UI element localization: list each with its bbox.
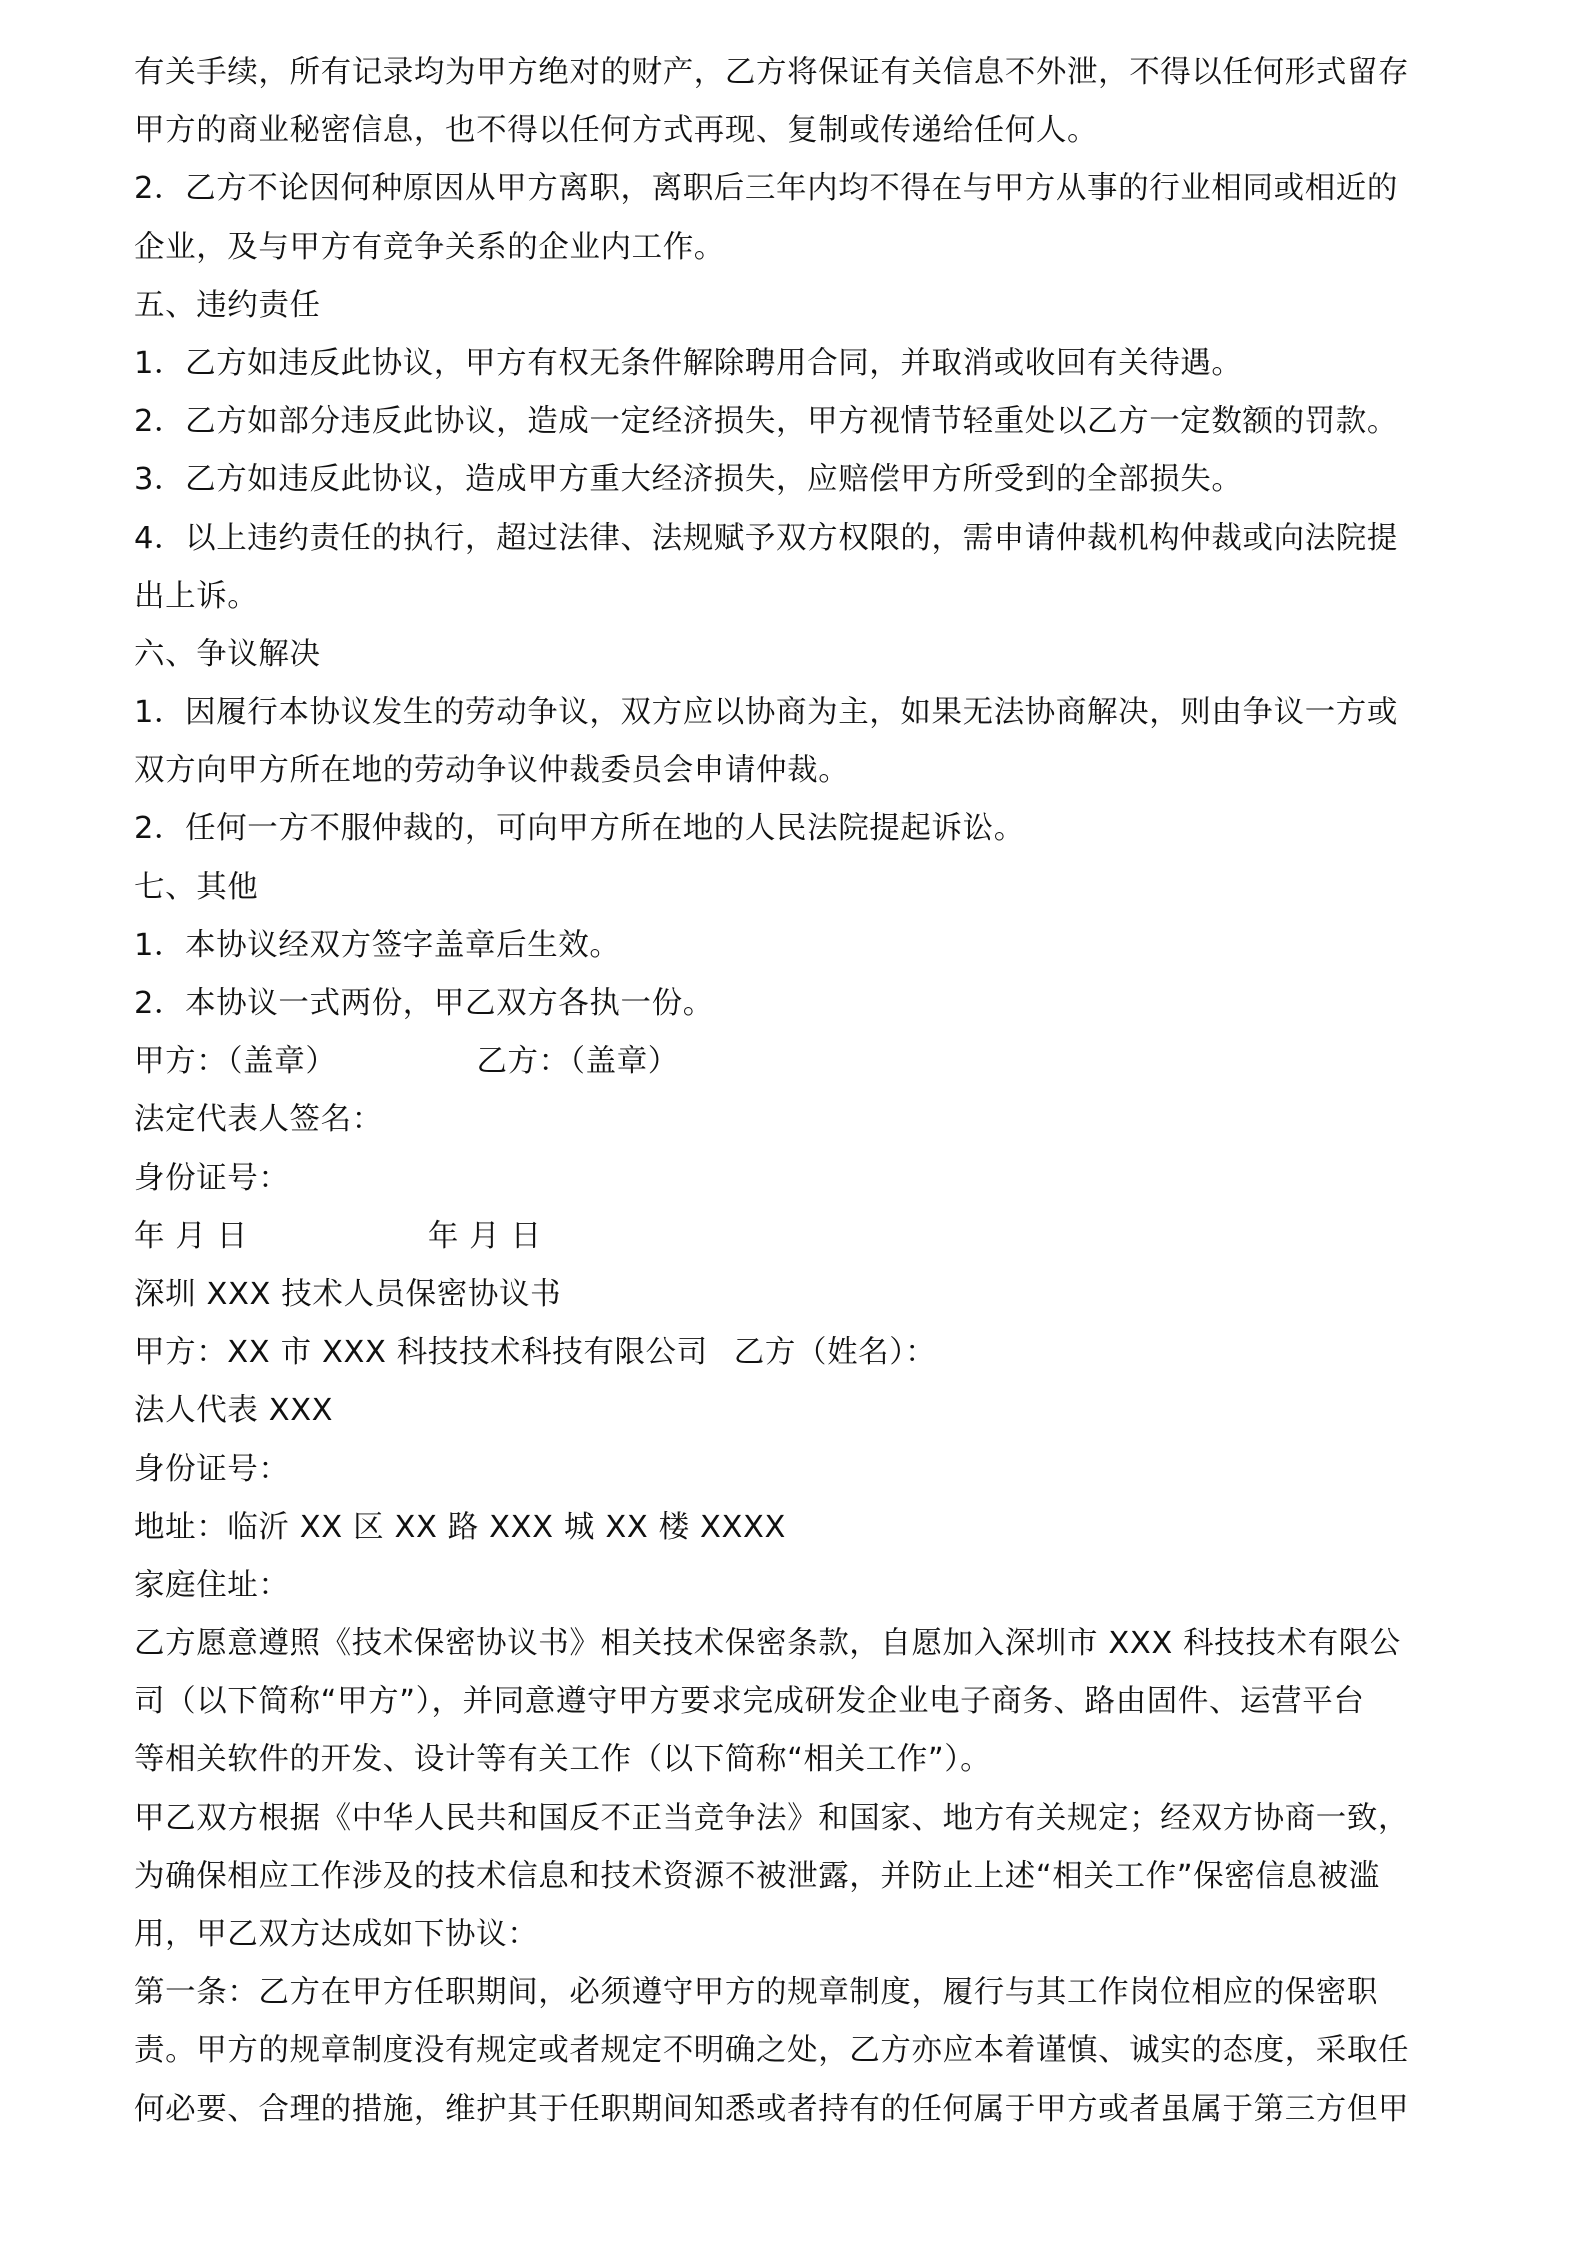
- parties-line: [134, 1324, 1464, 1382]
- section-heading: 五、违约责任: [134, 287, 321, 323]
- text-line: 有关手续，所有记录均为甲方绝对的财产，乙方将保证有关信息不外泄，不得以任何形式留存: [134, 55, 1410, 90]
- text-line: 责。甲方的规章制度没有规定或者规定不明确之处，乙方亦应本着谨慎、诚实的态度，采取任: [134, 2033, 1410, 2069]
- text-line: 1．因履行本协议发生的劳动争议，双方应以协商为主，如果无法协商解决，则由争议一方或: [134, 695, 1399, 731]
- text-line: 乙方愿意遵照《技术保密协议书》相关技术保密条款，自愿加入深圳市 XXX 科技技术有限公: [134, 1626, 1401, 1662]
- text-line: 1．乙方如违反此协议，甲方有权无条件解除聘用合同，并取消或收回有关待遇。: [134, 345, 1243, 381]
- date-line: [134, 1208, 1464, 1266]
- text-line: 甲乙双方根据《中华人民共和国反不正当竞争法》和国家、地方有关规定；经双方协商一致，: [134, 1800, 1410, 1836]
- id-number-label: 身份证号：: [134, 1160, 290, 1196]
- home-address: 家庭住址：: [134, 1567, 290, 1603]
- text-line: 甲方的商业秘密信息，也不得以任何方式再现、复制或传递给任何人。: [134, 113, 1099, 149]
- text-line: 出上诉。: [134, 578, 259, 614]
- legal-rep: 法人代表 XXX: [134, 1393, 334, 1429]
- text-line: 司（以下简称“甲方”），并同意遵守甲方要求完成研发企业电子商务、路由固件、运营平台: [134, 1684, 1365, 1720]
- date-b: 年 月 日: [427, 1218, 542, 1254]
- date-a: 年 月 日: [134, 1218, 248, 1254]
- party-b-name: 乙方（姓名）：: [733, 1335, 937, 1371]
- text-line: 企业，及与甲方有竞争关系的企业内工作。: [134, 229, 725, 265]
- text-line: 等相关软件的开发、设计等有关工作（以下简称“相关工作”）。: [134, 1742, 992, 1778]
- section-heading: 六、争议解决: [134, 636, 321, 672]
- text-line: 4．以上违约责任的执行，超过法律、法规赋予双方权限的，需申请仲裁机构仲裁或向法院提: [134, 520, 1399, 556]
- id-number-label: 身份证号：: [134, 1451, 290, 1487]
- legal-rep-signature: 法定代表人签名：: [134, 1102, 383, 1138]
- text-line: 2．本协议一式两份，甲乙双方各执一份。: [134, 986, 714, 1021]
- text-line: 何必要、合理的措施，维护其于任职期间知悉或者持有的任何属于甲方或者虽属于第三方但甲: [134, 2091, 1410, 2127]
- seal-line: [134, 1033, 1464, 1091]
- text-line: 第一条：乙方在甲方任职期间，必须遵守甲方的规章制度，履行与其工作岗位相应的保密职: [134, 1975, 1378, 2011]
- document-body: [134, 44, 1464, 2139]
- text-line: 双方向甲方所在地的劳动争议仲裁委员会申请仲裁。: [134, 753, 850, 789]
- party-b-seal: 乙方：（盖章）: [476, 1044, 679, 1080]
- text-line: 1．本协议经双方签字盖章后生效。: [134, 927, 621, 963]
- agreement-title: 深圳 XXX 技术人员保密协议书: [134, 1276, 562, 1312]
- text-line: 3．乙方如违反此协议，造成甲方重大经济损失，应赔偿甲方所受到的全部损失。: [134, 462, 1243, 498]
- text-line: 用，甲乙双方达成如下协议：: [134, 1917, 539, 1952]
- text-line: 为确保相应工作涉及的技术信息和技术资源不被泄露，并防止上述“相关工作”保密信息被滥: [134, 1858, 1380, 1894]
- text-line: 2．乙方不论因何种原因从甲方离职，离职后三年内均不得在与甲方从事的行业相同或相近的: [134, 171, 1399, 207]
- section-heading: 七、其他: [134, 869, 259, 905]
- address: 地址：临沂 XX 区 XX 路 XXX 城 XX 楼 XXXX: [134, 1509, 786, 1545]
- party-a-seal: 甲方：（盖章）: [134, 1044, 337, 1080]
- text-line: 2．任何一方不服仲裁的，可向甲方所在地的人民法院提起诉讼。: [134, 811, 1025, 847]
- party-a-name: 甲方：XX 市 XXX 科技技术科技有限公司: [134, 1335, 708, 1371]
- text-line: 2．乙方如部分违反此协议，造成一定经济损失，甲方视情节轻重处以乙方一定数额的罚款。: [134, 404, 1399, 440]
